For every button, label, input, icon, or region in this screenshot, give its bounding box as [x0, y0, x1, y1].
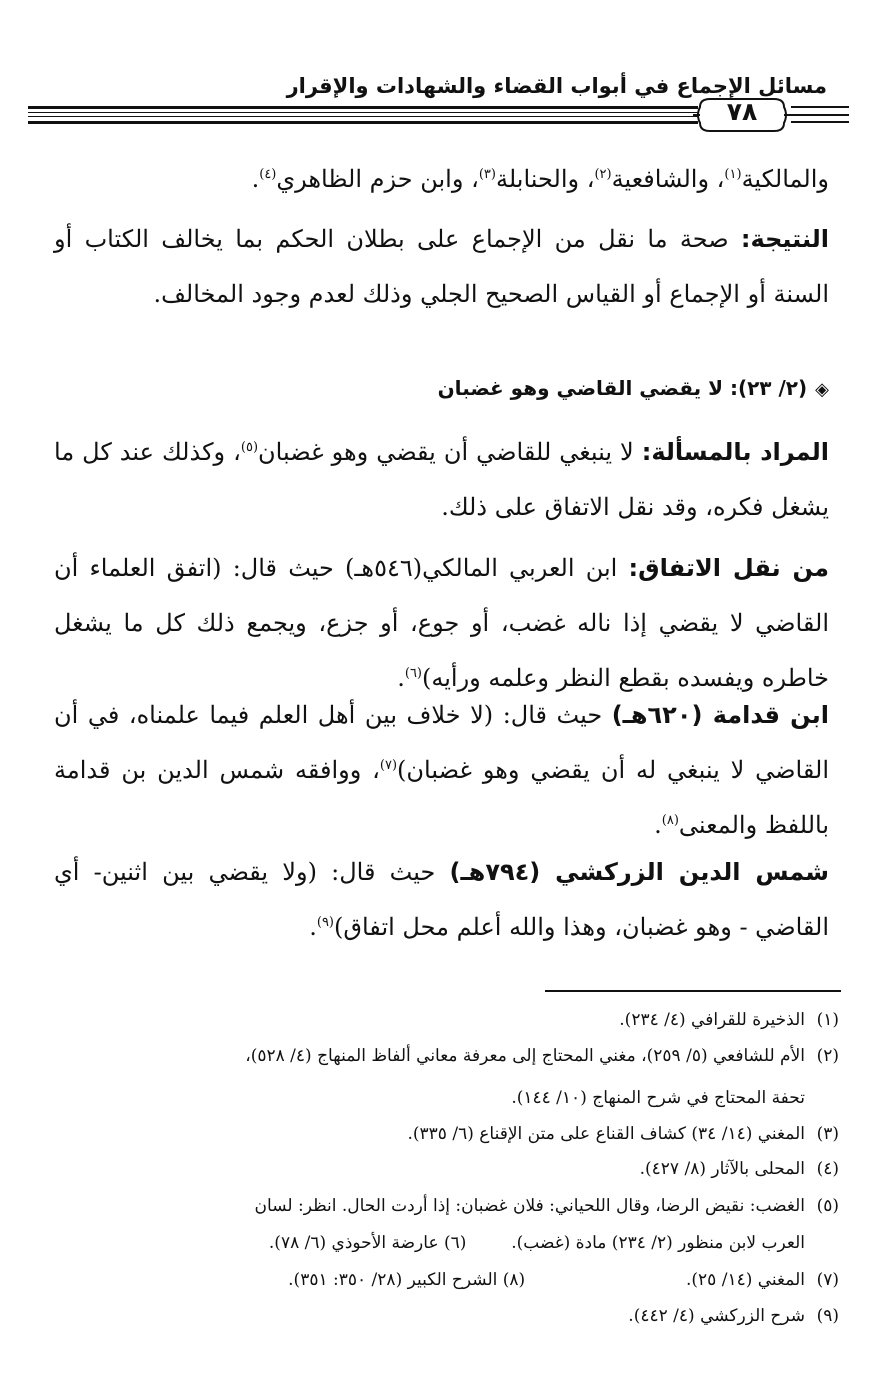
text: ، والحنابلة [495, 165, 595, 193]
text: والمالكية [741, 165, 829, 193]
footnote-1 [49, 1004, 839, 1036]
footnote-ref[interactable]: (٩) [316, 915, 334, 930]
footnote-number: (٢) [816, 1046, 839, 1066]
footnote-9 [49, 1300, 839, 1332]
footnote-3 [49, 1118, 839, 1150]
running-header-title: مسائل الإجماع في أبواب القضاء والشهادات والإقرار [286, 74, 827, 98]
footnote-number: (٦) [444, 1233, 467, 1253]
text: ، وكذلك عند كل ما يشغل فكره، وقد نقل الاتفاق على ذلك. [54, 438, 829, 521]
footnote-text: عارضة الأحوذي (٦/ ٧٨). [268, 1233, 439, 1253]
text: لا ينبغي للقاضي أن يقضي وهو غضبان [258, 438, 642, 466]
footnote-text: المحلى بالآثار (٨/ ٤٢٧). [639, 1159, 805, 1179]
footnote-number: (٩) [816, 1306, 839, 1326]
footnote-text: الأم للشافعي (٥/ ٢٥٩)، مغني المحتاج إلى معرفة معاني ألفاظ المنهاج (٤/ ٥٢٨)، [245, 1046, 805, 1066]
paragraph-schools [54, 152, 829, 207]
footnote-text: المغني (١٤/ ٢٥). [686, 1270, 805, 1290]
paragraph-lead: من نقل الاتفاق: [628, 554, 829, 582]
footnote-text: الشرح الكبير (٢٨/ ٣٥٠: ٣٥١). [288, 1270, 498, 1290]
footnote-separator [545, 990, 841, 992]
footnote-number: (٣) [816, 1124, 839, 1144]
footnote-number: (١) [816, 1010, 839, 1030]
footnote-text: شرح الزركشي (٤/ ٤٤٢). [628, 1306, 805, 1326]
diamond-icon: ◈ [815, 379, 829, 400]
text: ، وابن حزم الظاهري [276, 165, 479, 193]
text: حيث قال: (ولا يقضي بين اثنين- أي القاضي - وهو غضبان، وهذا والله أعلم محل اتفاق) [54, 858, 829, 941]
paragraph-zarkashi [54, 845, 829, 955]
footnote-ref[interactable]: (٦) [404, 666, 422, 681]
text: حيث قال: (لا خلاف بين أهل العلم فيما علمناه، في أن القاضي لا ينبغي له أن يقضي وهو غضبان) [54, 701, 829, 784]
page-number: ٧٨ [726, 97, 758, 126]
footnote-text: المغني (١٤/ ٣٤) كشاف القناع على متن الإقناع (٦/ ٣٣٥). [407, 1124, 805, 1144]
footnote-number: (٤) [816, 1159, 839, 1179]
footnote-2 [49, 1040, 839, 1072]
section-heading-text: (٢/ ٢٣): لا يقضي القاضي وهو غضبان [437, 376, 808, 400]
footnote-ref[interactable]: (٤) [259, 167, 277, 182]
footnote-text: الغضب: نقيض الرضا، وقال اللحياني: فلان غضبان: إذا أردت الحال. انظر: لسان [254, 1196, 805, 1216]
text: . [654, 811, 662, 839]
footnote-text: الذخيرة للقرافي (٤/ ٢٣٤). [619, 1010, 805, 1030]
header-rule [28, 106, 698, 109]
footnote-number: (٥) [816, 1196, 839, 1216]
footnote-4 [49, 1153, 839, 1185]
text: ابن العربي المالكي(٥٤٦هـ) حيث قال: (اتفق العلماء أن القاضي لا يقضي إذا ناله غضب، أو جوع، أو جزع، ويجمع ذلك كل ما يشغل خاطره ويفسده بقطع النظر وعلمه ورأيه) [54, 554, 829, 692]
footnote-5 [49, 1190, 839, 1222]
text: . [397, 664, 405, 692]
header-rule [28, 116, 698, 117]
text: ، ووافقه شمس الدين بن قدامة باللفظ والمعنى [54, 756, 829, 839]
header-rule [791, 121, 849, 123]
paragraph-ibn-qudama [54, 688, 829, 853]
header-rule [28, 112, 698, 113]
text: ، والشافعية [611, 165, 725, 193]
footnote-text: العرب لابن منظور (٢/ ٢٣٤) مادة (غضب). [511, 1233, 805, 1253]
paragraph-lead: النتيجة: [740, 225, 829, 253]
footnote-text: تحفة المحتاج في شرح المنهاج (١٠/ ١٤٤). [511, 1088, 805, 1108]
footnote-ref[interactable]: (٣) [478, 167, 496, 182]
footnote-ref[interactable]: (١) [724, 167, 742, 182]
header-rule [28, 121, 698, 124]
text: صحة ما نقل من الإجماع على بطلان الحكم بما يخالف الكتاب أو السنة أو الإجماع أو القياس الصحيح الجلي وذلك لعدم وجود المخالف. [54, 225, 829, 308]
paragraph-lead: شمس الدين الزركشي (٧٩٤هـ) [449, 858, 829, 886]
footnote-5-continued [49, 1227, 839, 1259]
footnote-number: (٧) [816, 1270, 839, 1290]
paragraph-lead: المراد بالمسألة: [641, 438, 829, 466]
paragraph-lead: ابن قدامة (٦٢٠هـ) [611, 701, 830, 729]
header-rule [791, 114, 849, 116]
text: . [251, 165, 260, 193]
footnote-2-continued [49, 1082, 839, 1114]
footnote-7 [49, 1264, 839, 1296]
page-number-badge [692, 93, 792, 137]
footnote-ref[interactable]: (٥) [240, 440, 259, 455]
footnote-ref[interactable]: (٢) [594, 167, 612, 182]
text: . [309, 913, 317, 941]
footnote-ref[interactable]: (٨) [661, 813, 679, 828]
section-heading [54, 376, 829, 400]
paragraph-result [54, 212, 829, 322]
footnote-ref[interactable]: (٧) [379, 758, 398, 773]
footnote-number: (٨) [502, 1270, 526, 1290]
paragraph-ibn-arabi [54, 541, 829, 706]
header-rule [791, 106, 849, 108]
paragraph-meaning [54, 425, 829, 535]
